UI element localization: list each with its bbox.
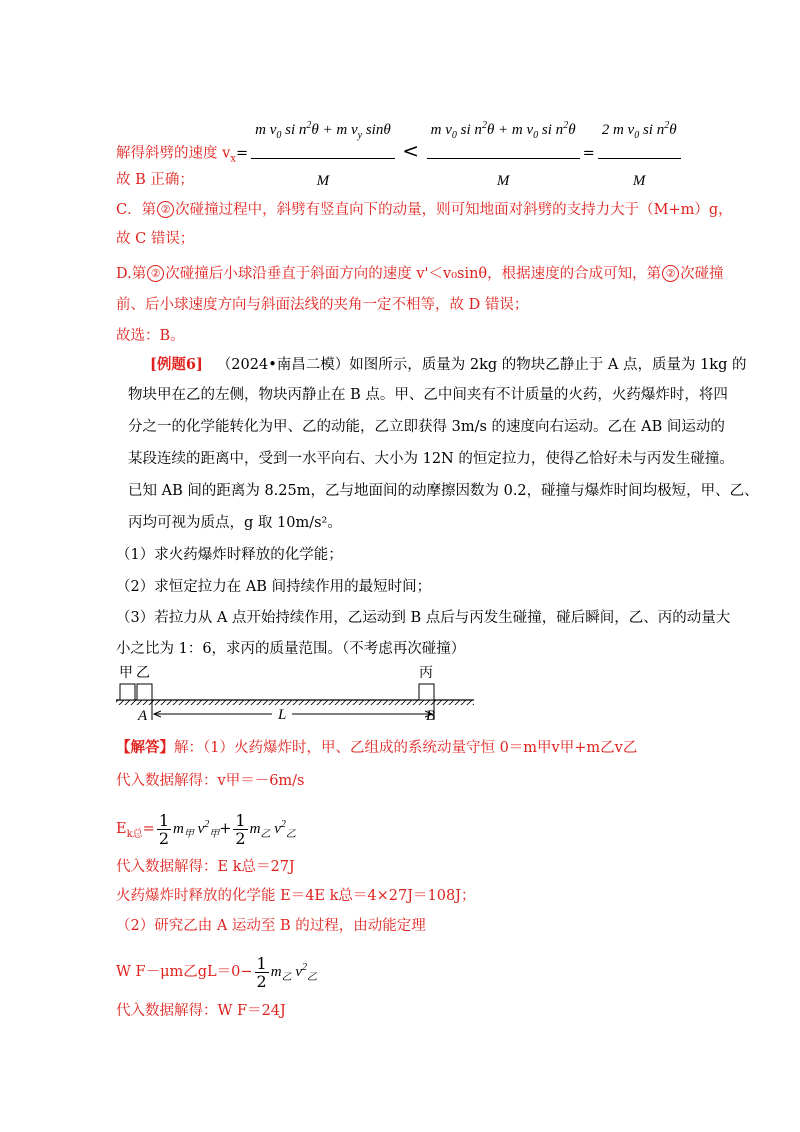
option-c-text: 次碰撞过程中，斜劈有竖直向下的动量，则可知地面对斜劈的支持力大于（M+m）g， (175, 202, 733, 218)
conclusion-b: 故 B 正确； (116, 172, 194, 188)
label-l: L (278, 707, 287, 723)
label-bing: 丙 (419, 666, 433, 681)
option-c-line2: 故 C 错误； (116, 231, 195, 247)
block-jia (120, 684, 135, 700)
circled-2: ② (662, 265, 679, 282)
answer-line: 故选：B。 (116, 328, 185, 344)
solution-text: 解：（1）火药爆炸时，甲、乙组成的系统动量守恒 0＝m甲v甲+m乙v乙 (174, 740, 638, 756)
label-a: A (138, 708, 148, 724)
half-fraction: $\frac{1}{2}$ (256, 953, 267, 991)
solution-line6: （2）研究乙由 A 运动至 B 的过程，由动能定理 (116, 918, 426, 934)
ek-prefix: E (116, 821, 127, 837)
ek-eq: = (142, 821, 155, 837)
block-yi (137, 684, 152, 700)
circled-2: ② (157, 201, 174, 218)
work-energy-formula: W F－μm乙gL＝0− $\frac{1}{2}$ $m_乙$ $v^2_乙$ (116, 953, 317, 991)
label-jia: 甲 (119, 666, 133, 681)
formula-eq: = (235, 145, 249, 162)
label-yi: 乙 (136, 666, 150, 681)
ek-sub: k总 (126, 828, 143, 840)
option-d-text-end: 次碰撞 (680, 266, 724, 282)
fraction-3: $\frac{2 m v_0 si n^2\theta}{M}$ (598, 106, 681, 201)
wf-prefix: W F－μm乙gL＝0− (116, 964, 253, 980)
less-than-sign: < (402, 138, 420, 163)
fraction-2: $\frac{m v_0 si n^2\theta + m v_0 si n^2\theta}{M}$ (427, 106, 580, 201)
example-tag: [例题6] (150, 356, 203, 373)
problem-figure (112, 658, 482, 724)
half-fraction: $\frac{1}{2}$ (235, 810, 246, 848)
solution-line1 (116, 738, 637, 758)
option-d-prefix: D.第 (116, 266, 147, 282)
circled-2: ② (147, 265, 164, 282)
formula-prefix: 解得斜劈的速度 v (116, 145, 231, 162)
option-d-line2: 前、后小球速度方向与斜面法线的夹角一定不相等，故 D 错误； (116, 297, 529, 313)
block-bing (419, 684, 434, 700)
question-3-line2: 小之比为 1：6，求丙的质量范围。（不考虑再次碰撞） (116, 641, 466, 657)
solution-line8: 代入数据解得：W F＝24J (116, 1003, 286, 1019)
example-text: （2024•南昌二模）如图所示，质量为 2kg 的物块乙静止于 A 点，质量为 1kg 的 (216, 357, 747, 373)
question-2: （2）求恒定拉力在 AB 间持续作用的最短时间； (116, 579, 432, 595)
question-3-line1: （3）若拉力从 A 点开始持续作用，乙运动到 B 点后与丙发生碰撞，碰后瞬间，乙、丙的动量大 (116, 610, 731, 626)
example-line4: 某段连续的距离中，受到一水平向右、大小为 12N 的恒定拉力，使得乙恰好未与丙发生碰撞。 (128, 451, 734, 467)
equals-sign: = (582, 145, 595, 162)
solution-line4: 代入数据解得：E k总＝27J (116, 859, 295, 875)
option-c-prefix: C．第 (116, 202, 157, 218)
solution-line2: 代入数据解得：v甲＝－6m/s (116, 773, 305, 789)
solution-tag: 【解答】 (116, 739, 174, 756)
example-line5: 已知 AB 间的距离为 8.25m，乙与地面间的动摩擦因数为 0.2，碰撞与爆炸时间均极短，甲、乙、 (128, 483, 759, 499)
half-fraction: $\frac{1}{2}$ (158, 810, 169, 848)
fraction-1: $\frac{m v_0 si n^2\theta + m v_y \sin\theta}{M}$ (251, 106, 395, 201)
label-b: B (426, 708, 436, 724)
option-c-line1 (116, 200, 733, 220)
solution-line5: 火药爆炸时释放的化学能 E＝4E k总＝4×27J＝108J； (116, 888, 476, 904)
option-d-line1 (116, 264, 724, 284)
example-line1 (150, 355, 746, 375)
ground-hatch (116, 700, 474, 705)
option-d-text: 次碰撞后小球沿垂直于斜面方向的速度 v'＜v₀sinθ，根据速度的合成可知，第 (165, 266, 662, 282)
velocity-formula (116, 106, 684, 201)
example-line3: 分之一的化学能转化为甲、乙的动能，乙立即获得 3m/s 的速度向右运动。乙在 AB 间运动的 (128, 419, 725, 435)
question-1: （1）求火药爆炸时释放的化学能； (116, 547, 343, 563)
kinetic-energy-formula: $E_{k总}=$ $\frac{1}{2}$ $m_甲$ $v^2_甲+$ $\frac{1}{2}$ $m_乙$ $v^2_乙$ (116, 810, 296, 848)
example-line2: 物块甲在乙的左侧，物块丙静止在 B 点。甲、乙中间夹有不计质量的火药，火药爆炸时，将四 (128, 387, 728, 403)
formula-prefix-sub: x (230, 153, 236, 165)
example-line6: 丙均可视为质点，g 取 10m/s²。 (128, 515, 342, 531)
